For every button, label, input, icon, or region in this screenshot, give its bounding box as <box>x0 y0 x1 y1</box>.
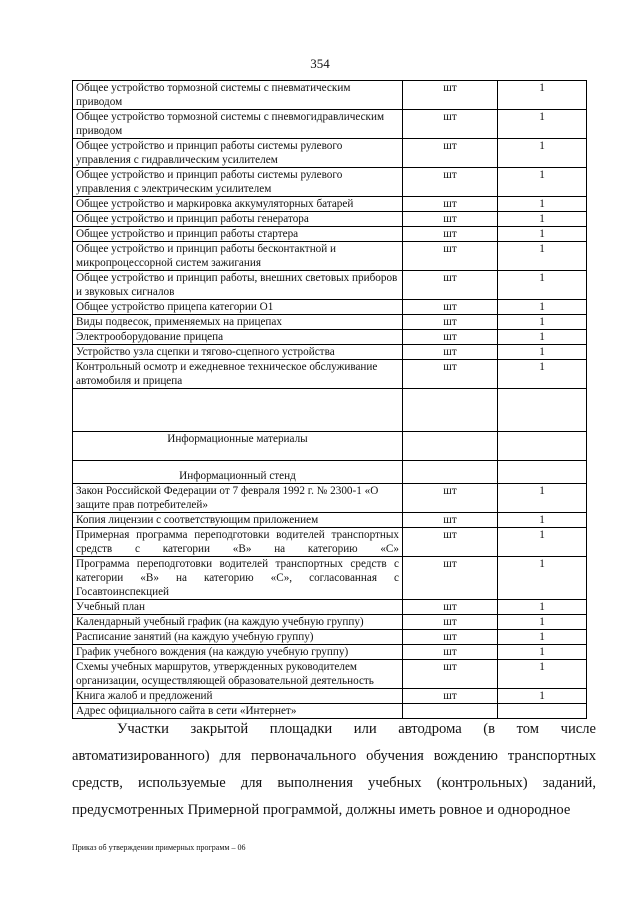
item-name: Электрооборудование прицепа <box>73 330 403 345</box>
item-name: Общее устройство тормозной системы с пневматическим приводом <box>73 81 403 110</box>
item-unit: шт <box>403 271 498 300</box>
item-quantity: 1 <box>498 271 587 300</box>
item-unit: шт <box>403 330 498 345</box>
table-row <box>73 513 587 528</box>
item-name: Общее устройство и маркировка аккумуляторных батарей <box>73 197 403 212</box>
item-unit: шт <box>403 227 498 242</box>
table-row <box>73 528 587 557</box>
subsection-heading: Информационный стенд <box>73 461 403 484</box>
item-unit: шт <box>403 345 498 360</box>
item-unit: шт <box>403 528 498 557</box>
item-name: Примерная программа переподготовки водителей транспортных средств с категории «В» на категорию «С» <box>73 528 403 557</box>
page-number: 354 <box>310 56 330 71</box>
item-unit: шт <box>403 484 498 513</box>
item-name: Схемы учебных маршрутов, утвержденных руководителем организации, осуществляющей образовательной деятельность <box>73 660 403 689</box>
item-name: Виды подвесок, применяемых на прицепах <box>73 315 403 330</box>
subsection-heading-row <box>73 461 587 484</box>
section-heading: Информационные материалы <box>73 432 403 461</box>
table-row <box>73 360 587 389</box>
table-row <box>73 300 587 315</box>
item-unit: шт <box>403 600 498 615</box>
item-quantity: 1 <box>498 242 587 271</box>
item-quantity: 1 <box>498 513 587 528</box>
item-unit: шт <box>403 168 498 197</box>
item-quantity: 1 <box>498 300 587 315</box>
item-quantity: 1 <box>498 484 587 513</box>
item-quantity: 1 <box>498 345 587 360</box>
item-name: Копия лицензии с соответствующим приложением <box>73 513 403 528</box>
table-row <box>73 139 587 168</box>
table-row <box>73 168 587 197</box>
item-unit: шт <box>403 212 498 227</box>
item-unit: шт <box>403 557 498 600</box>
item-unit: шт <box>403 110 498 139</box>
item-name: Общее устройство и принцип работы, внешних световых приборов и звуковых сигналов <box>73 271 403 300</box>
item-quantity: 1 <box>498 615 587 630</box>
item-name: Общее устройство и принцип работы системы рулевого управления с гидравлическим усилителем <box>73 139 403 168</box>
item-unit: шт <box>403 689 498 704</box>
table-row <box>73 660 587 689</box>
table-row <box>73 615 587 630</box>
table-row <box>73 484 587 513</box>
item-quantity: 1 <box>498 139 587 168</box>
table-row <box>73 600 587 615</box>
item-name: График учебного вождения (на каждую учебную группу) <box>73 645 403 660</box>
item-quantity: 1 <box>498 645 587 660</box>
item-quantity: 1 <box>498 330 587 345</box>
table-row <box>73 81 587 110</box>
item-unit: шт <box>403 315 498 330</box>
item-quantity: 1 <box>498 600 587 615</box>
item-unit: шт <box>403 139 498 168</box>
footer-note: Приказ об утверждении примерных программ – 06 <box>72 843 246 852</box>
table-spacer-row <box>73 389 587 432</box>
item-unit: шт <box>403 645 498 660</box>
item-quantity: 1 <box>498 689 587 704</box>
item-unit: шт <box>403 81 498 110</box>
item-quantity: 1 <box>498 81 587 110</box>
item-quantity: 1 <box>498 557 587 600</box>
item-quantity: 1 <box>498 315 587 330</box>
item-quantity: 1 <box>498 212 587 227</box>
item-name: Календарный учебный график (на каждую учебную группу) <box>73 615 403 630</box>
item-name: Контрольный осмотр и ежедневное техническое обслуживание автомобиля и прицепа <box>73 360 403 389</box>
item-name: Учебный план <box>73 600 403 615</box>
table-row <box>73 242 587 271</box>
table-row <box>73 212 587 227</box>
item-unit: шт <box>403 360 498 389</box>
body-paragraph: Участки закрытой площадки или автодрома (в том числе автоматизированного) для первоначального обучения вождению транспортных средств, используемые для выполнения учебных (контрольных) заданий, предусмотренных Примерной программой, должны иметь ровное и однородное <box>72 721 596 818</box>
item-quantity: 1 <box>498 528 587 557</box>
item-name: Адрес официального сайта в сети «Интернет» <box>73 704 403 719</box>
item-name: Программа переподготовки водителей транспортных средств с категории «В» на категорию «С», согласованная с Госавтоинспекцией <box>73 557 403 600</box>
item-name: Общее устройство тормозной системы с пневмогидравлическим приводом <box>73 110 403 139</box>
item-name: Общее устройство прицепа категории О1 <box>73 300 403 315</box>
table-row <box>73 630 587 645</box>
item-quantity: 1 <box>498 168 587 197</box>
table-row <box>73 315 587 330</box>
table-row <box>73 345 587 360</box>
item-name: Общее устройство и принцип работы генератора <box>73 212 403 227</box>
item-quantity: 1 <box>498 110 587 139</box>
item-unit: шт <box>403 197 498 212</box>
item-unit: шт <box>403 615 498 630</box>
table-row <box>73 645 587 660</box>
item-name: Общее устройство и принцип работы стартера <box>73 227 403 242</box>
item-name: Общее устройство и принцип работы системы рулевого управления с электрическим усилителем <box>73 168 403 197</box>
item-name: Расписание занятий (на каждую учебную группу) <box>73 630 403 645</box>
table-row <box>73 271 587 300</box>
table-row <box>73 197 587 212</box>
table-row <box>73 330 587 345</box>
item-quantity: 1 <box>498 227 587 242</box>
table-row <box>73 110 587 139</box>
item-name: Закон Российской Федерации от 7 февраля 1992 г. № 2300-1 «О защите прав потребителей» <box>73 484 403 513</box>
item-quantity: 1 <box>498 660 587 689</box>
section-heading-row <box>73 432 587 461</box>
item-name: Книга жалоб и предложений <box>73 689 403 704</box>
table-row <box>73 227 587 242</box>
table-row <box>73 689 587 704</box>
item-unit: шт <box>403 660 498 689</box>
table-row <box>73 557 587 600</box>
item-unit: шт <box>403 300 498 315</box>
item-unit: шт <box>403 630 498 645</box>
item-quantity: 1 <box>498 630 587 645</box>
item-name: Общее устройство и принцип работы бесконтактной и микропроцессорной систем зажигания <box>73 242 403 271</box>
equipment-table <box>72 80 587 719</box>
item-quantity: 1 <box>498 360 587 389</box>
item-name: Устройство узла сцепки и тягово-сцепного устройства <box>73 345 403 360</box>
item-quantity: 1 <box>498 197 587 212</box>
item-unit: шт <box>403 513 498 528</box>
item-unit: шт <box>403 242 498 271</box>
